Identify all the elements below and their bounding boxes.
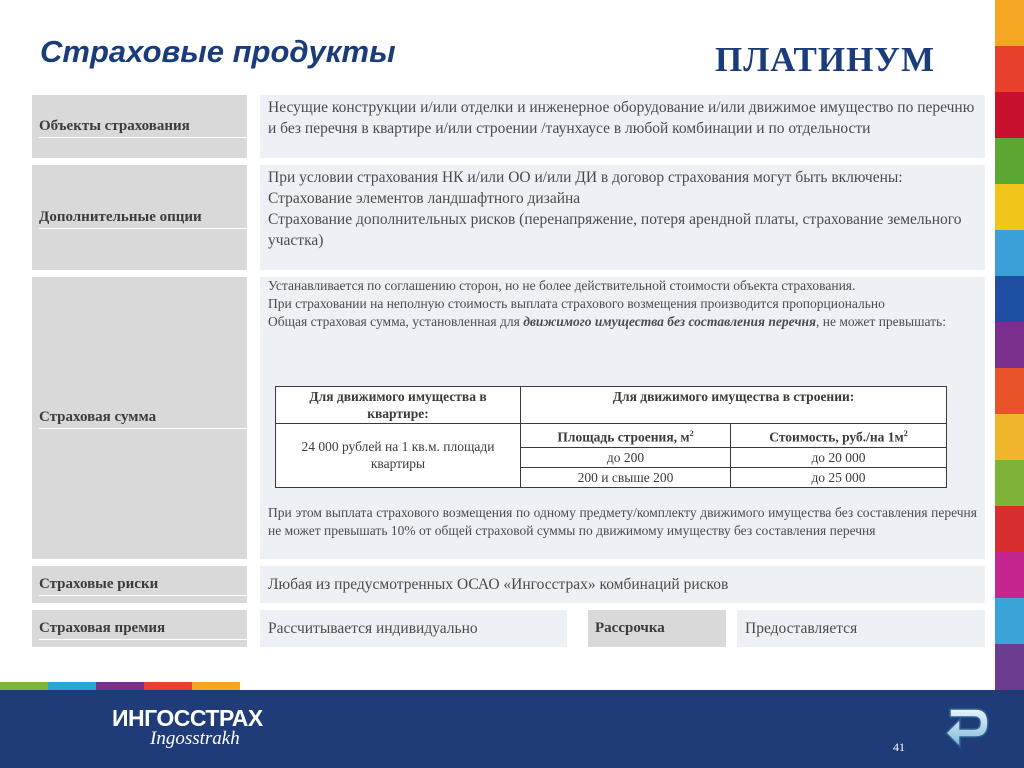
page-title: Страховые продукты <box>40 34 396 69</box>
color-stripe <box>995 552 1024 598</box>
label-installment: Рассрочка <box>588 610 726 647</box>
color-stripe <box>995 506 1024 552</box>
table-col-area: Площадь строения, $м^2$ <box>521 424 731 448</box>
sum-paragraph-2: При страховании на неполную стоимость выплата страхового возмещения производится пропорционально <box>268 296 885 311</box>
footer-color-segment <box>96 682 144 690</box>
options-line-3: Страхование дополнительных рисков (перенапряжение, потеря арендной платы, страхование земельного участка) <box>268 211 962 249</box>
page-number: 41 <box>893 740 905 754</box>
label-additional-options: Дополнительные опции <box>29 165 247 270</box>
value-installment: Предоставляется <box>737 610 985 647</box>
label-insurance-objects: Объекты страхования <box>29 95 247 158</box>
table-cell-area: до 200 <box>521 447 731 467</box>
stripes-separator <box>992 0 995 690</box>
color-stripe <box>995 644 1024 690</box>
color-stripe <box>995 138 1024 184</box>
value-insurance-risks: Любая из предусмотренных ОСАО «Ингосстрах» комбинаций рисков <box>260 566 985 603</box>
table-cell-cost: до 25 000 <box>731 467 947 487</box>
color-stripe <box>995 598 1024 644</box>
product-name: ПЛАТИНУМ <box>715 40 936 79</box>
table-header-building: Для движимого имущества в строении: <box>521 387 947 424</box>
table-col-cost: Стоимость, руб./на $1м^2$ <box>731 424 947 448</box>
sum-paragraph-1: Устанавливается по соглашению сторон, но не более действительной стоимости объекта страхования. <box>268 278 856 293</box>
table-cell-cost: до 20 000 <box>731 447 947 467</box>
color-stripe <box>995 460 1024 506</box>
options-line-1: При условии страхования НК и/или ОО и/или ДИ в договор страхования могут быть включены: <box>268 169 903 186</box>
footer-color-segment <box>0 682 48 690</box>
sum-paragraph-3: Общая страховая сумма, установленная для движимого имущества без составления перечня, не может превышать: <box>268 314 946 329</box>
footer-color-segment <box>48 682 96 690</box>
color-stripe <box>995 92 1024 138</box>
color-stripe <box>995 414 1024 460</box>
value-insurance-objects: Несущие конструкции и/или отделки и инженерное оборудование и/или движимое имущество по перечню и без перечня в квартире и/или строении /таунхаусе в любой комбинации и по отдельности <box>260 95 985 158</box>
color-stripe <box>995 46 1024 92</box>
value-insurance-premium: Рассчитывается индивидуально <box>260 610 567 647</box>
label-sum-insured: Страховая сумма <box>29 277 247 559</box>
value-additional-options <box>260 165 985 270</box>
logo-subtitle: Ingosstrakh <box>150 728 240 749</box>
color-stripe <box>995 368 1024 414</box>
color-stripe <box>995 0 1024 46</box>
table-apartment-value: 24 000 рублей на 1 кв.м. площади квартиры <box>276 424 521 488</box>
options-line-2: Страхование элементов ландшафтного дизайна <box>268 190 581 207</box>
color-stripe <box>995 322 1024 368</box>
color-stripe <box>995 184 1024 230</box>
return-arrow-icon <box>942 703 994 755</box>
footer-color-segment <box>144 682 192 690</box>
table-header-apartment: Для движимого имущества в квартире: <box>276 387 521 424</box>
label-insurance-premium: Страховая премия <box>29 610 247 647</box>
footer-color-segment <box>192 682 240 690</box>
sum-limits-table <box>275 386 947 488</box>
logo: ИНГОССТРАХ <box>112 705 263 731</box>
table-cell-area: 200 и свыше 200 <box>521 467 731 487</box>
return-button[interactable] <box>942 703 994 755</box>
color-stripe <box>995 276 1024 322</box>
sum-paragraph-4: При этом выплата страхового возмещения по одному предмету/комплекту движимого имущества без составления перечня не может превышать 10% от общей страховой суммы по движимому имуществу без составления перечня <box>268 505 977 538</box>
footer-color-line <box>0 682 240 690</box>
decorative-color-stripes <box>995 0 1024 690</box>
color-stripe <box>995 230 1024 276</box>
label-insurance-risks: Страховые риски <box>29 566 247 603</box>
